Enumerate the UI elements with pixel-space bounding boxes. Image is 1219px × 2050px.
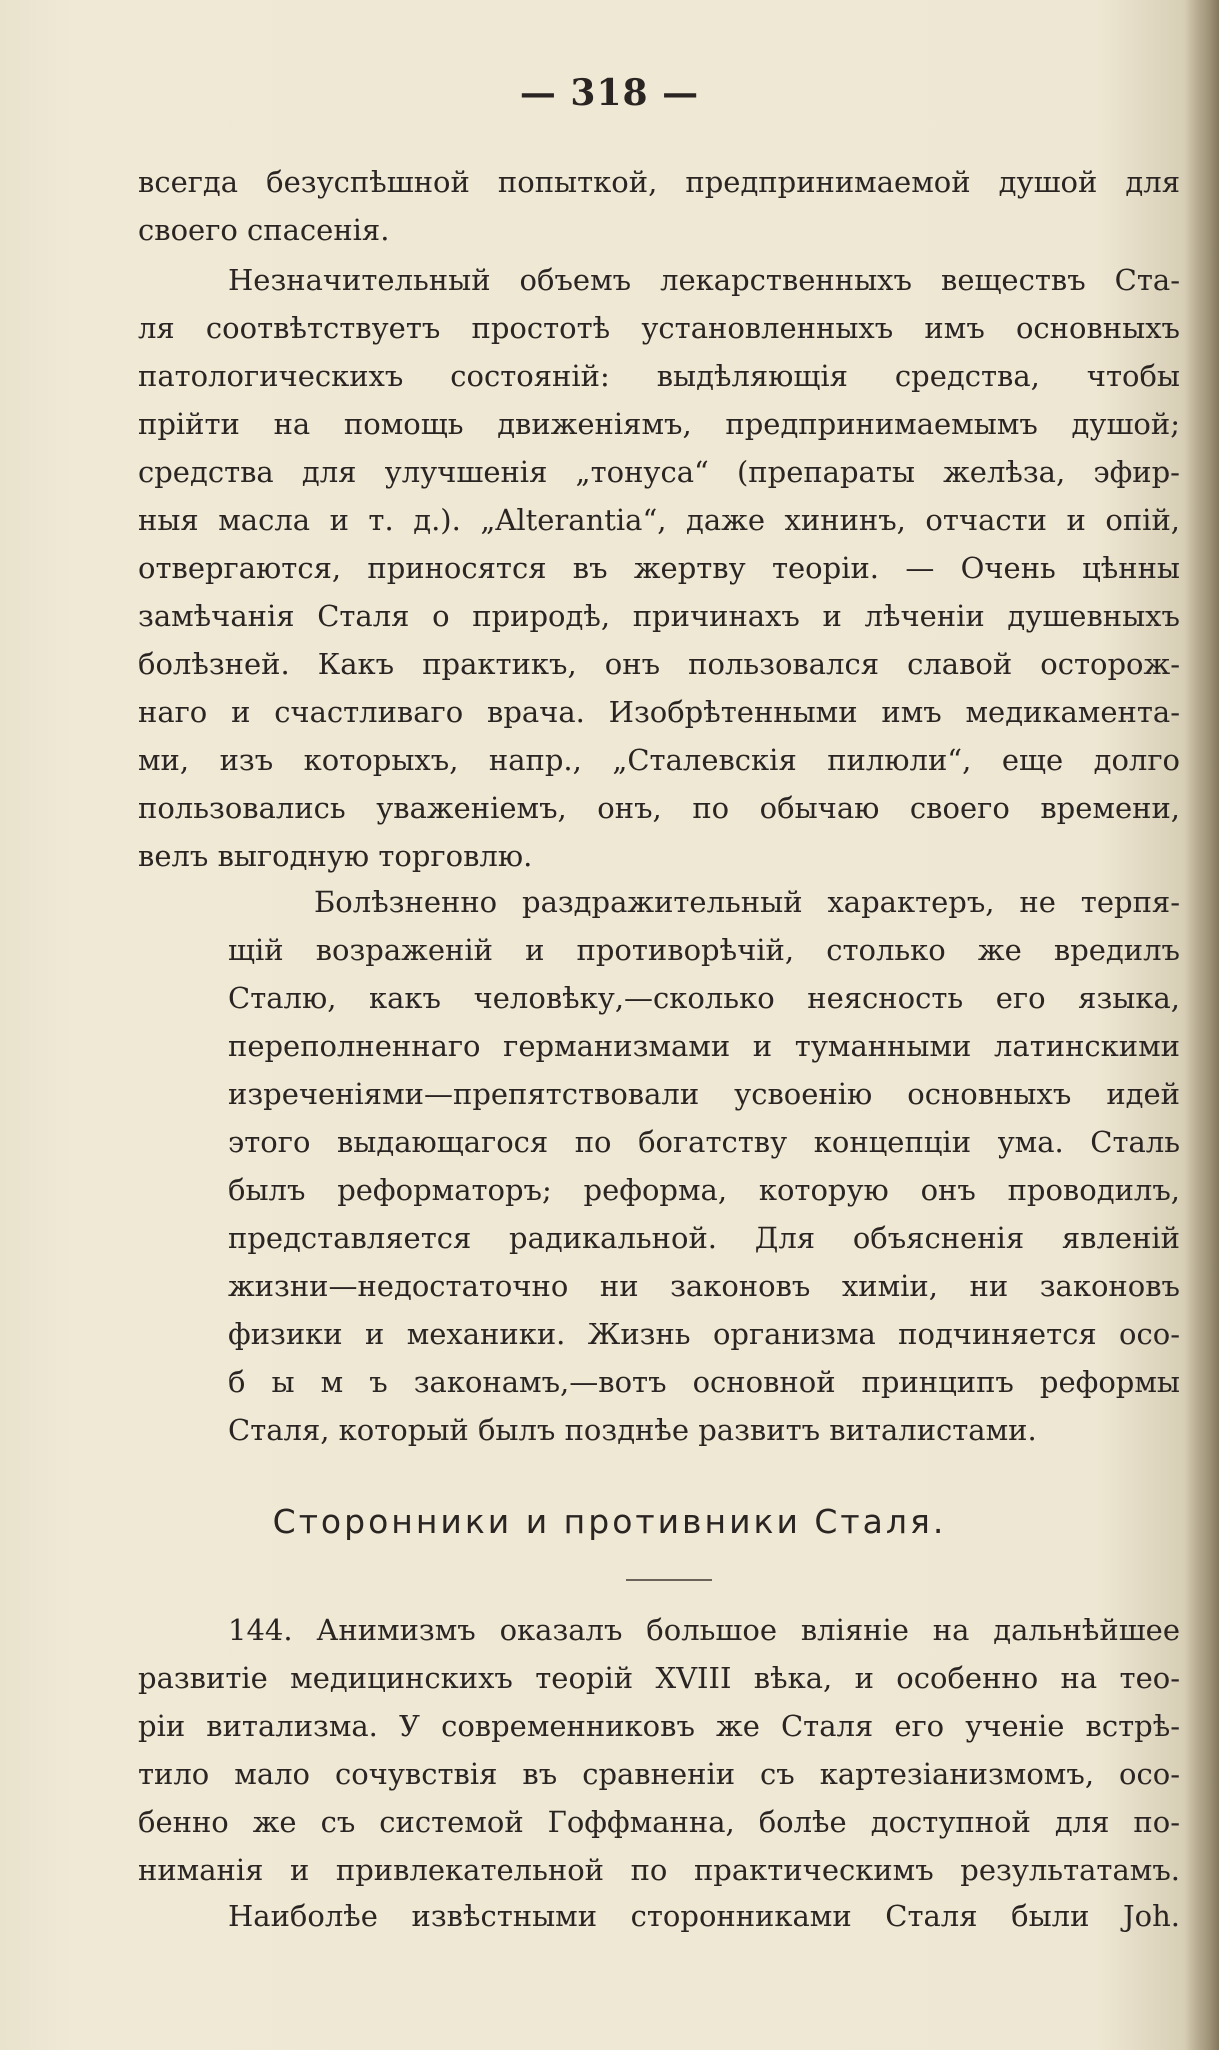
- text-line: 144. Анимизмъ оказалъ большое вліяніе на дальнѣйшее: [228, 1613, 1180, 1647]
- text-line: отвергаются, приносятся въ жертву теоріи. — Очень цѣнны: [138, 551, 1180, 585]
- text-line: ля соотвѣтствуетъ простотѣ установленныхъ имъ основныхъ: [138, 311, 1180, 345]
- text-line: патологическихъ состояній: выдѣляющія средства, чтобы: [138, 359, 1180, 393]
- heading-rule: [626, 1579, 712, 1581]
- text-line: ріи витализма. У современниковъ же Сталя его ученіе встрѣ-: [138, 1709, 1180, 1743]
- text-line: всегда безуспѣшной попыткой, предпринимаемой душой для: [138, 165, 1180, 199]
- text-line: физики и механики. Жизнь организма подчиняется осо-: [228, 1317, 1180, 1351]
- text-line: своего спасенія.: [138, 213, 390, 247]
- text-line: тило мало сочувствія въ сравненіи съ картезіанизмомъ, осо-: [138, 1757, 1180, 1791]
- text-line: представляется радикальной. Для объясненія явленій: [228, 1221, 1180, 1255]
- text-line: замѣчанія Сталя о природѣ, причинахъ и лѣченіи душевныхъ: [138, 599, 1180, 633]
- text-line: пользовались уваженіемъ, онъ, по обычаю своего времени,: [138, 791, 1180, 825]
- text-line: Болѣзненно раздражительный характеръ, не терпя-: [314, 885, 1180, 919]
- text-line: средства для улучшенія „тонуса“ (препараты желѣза, эфир-: [138, 455, 1180, 489]
- text-line: переполненнаго германизмами и туманными латинскими: [228, 1029, 1180, 1063]
- text-line: ми, изъ которыхъ, напр., „Сталевскія пилюли“, еще долго: [138, 743, 1180, 777]
- text-line: изреченіями—препятствовали усвоенію основныхъ идей: [228, 1077, 1180, 1111]
- text-line: наго и счастливаго врача. Изобрѣтенными имъ медикамента-: [138, 695, 1180, 729]
- page-edge-shadow: [1185, 0, 1219, 2050]
- text-line: б ы м ъ законамъ,—вотъ основной принципъ реформы: [228, 1365, 1180, 1399]
- text-line: Сталя, который былъ позднѣе развитъ виталистами.: [228, 1413, 1037, 1447]
- text-line: ныя масла и т. д.). „Alterantia“, даже хининъ, отчасти и опій,: [138, 503, 1180, 537]
- text-line: Незначительный объемъ лекарственныхъ веществъ Ста-: [228, 263, 1180, 297]
- text-line: развитіе медицинскихъ теорій XVIII вѣка, и особенно на тео-: [138, 1661, 1180, 1695]
- text-line: былъ реформаторъ; реформа, которую онъ проводилъ,: [228, 1173, 1180, 1207]
- section-heading: Сторонники и противники Сталя.: [272, 1502, 947, 1541]
- text-line: щій возраженій и противорѣчій, столько же вредилъ: [228, 933, 1180, 967]
- page-number: — 318 —: [519, 72, 700, 114]
- text-line: болѣзней. Какъ практикъ, онъ пользовался славой осторож-: [138, 647, 1180, 681]
- text-line: Наиболѣе извѣстными сторонниками Сталя были Joh.: [228, 1899, 1180, 1933]
- text-line: ниманія и привлекательной по практическимъ результатамъ.: [138, 1853, 1180, 1887]
- text-line: велъ выгодную торговлю.: [138, 839, 533, 873]
- text-line: бенно же съ системой Гоффманна, болѣе доступной для по-: [138, 1805, 1180, 1839]
- text-line: Сталю, какъ человѣку,—сколько неясность его языка,: [228, 981, 1180, 1015]
- text-line: прійти на помощь движеніямъ, предпринимаемымъ душой;: [138, 407, 1180, 441]
- text-line: этого выдающагося по богатству концепціи ума. Сталь: [228, 1125, 1180, 1159]
- text-line: жизни—недостаточно ни законовъ химіи, ни законовъ: [228, 1269, 1180, 1303]
